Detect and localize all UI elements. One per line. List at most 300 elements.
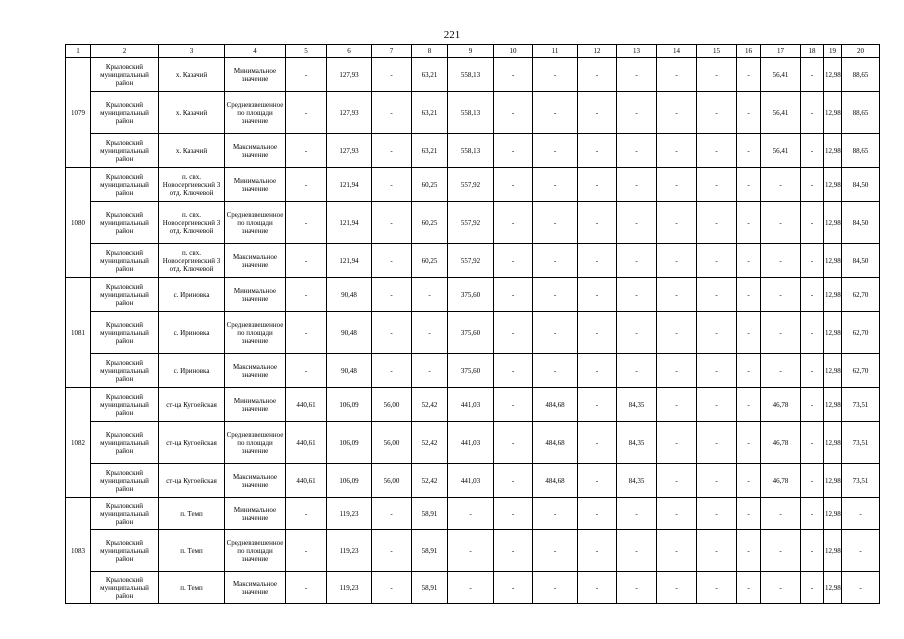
table-cell: -: [697, 388, 737, 422]
table-cell: Крыловский муниципальный район: [91, 422, 159, 464]
table-cell: -: [617, 134, 657, 168]
table-cell: -: [494, 312, 533, 354]
table-cell: Крыловский муниципальный район: [91, 312, 159, 354]
table-cell: 62,70: [842, 312, 880, 354]
table-cell: -: [801, 202, 824, 244]
table-cell: -: [412, 278, 448, 312]
table-cell: 63,21: [412, 92, 448, 134]
table-cell: п. Темп: [159, 572, 225, 604]
table-cell: 484,68: [533, 422, 578, 464]
table-cell: 60,25: [412, 244, 448, 278]
table-cell: -: [533, 278, 578, 312]
table-cell: -: [801, 244, 824, 278]
table-cell: -: [801, 134, 824, 168]
table-cell: -: [657, 168, 697, 202]
table-cell: Крыловский муниципальный район: [91, 530, 159, 572]
column-header: 2: [91, 45, 159, 58]
table-cell: 88,65: [842, 58, 880, 92]
table-cell: -: [533, 202, 578, 244]
table-cell: 127,93: [327, 134, 372, 168]
table-cell: -: [801, 498, 824, 530]
table-cell: -: [494, 354, 533, 388]
table-cell: -: [578, 422, 617, 464]
table-cell: 62,70: [842, 278, 880, 312]
table-row: [66, 354, 880, 388]
column-header: 18: [801, 45, 824, 58]
table-cell: -: [286, 168, 327, 202]
table-cell: 12,98: [824, 354, 842, 388]
table-cell: -: [578, 530, 617, 572]
table-cell: -: [286, 312, 327, 354]
table-cell: -: [697, 312, 737, 354]
column-header: 12: [578, 45, 617, 58]
table-cell: 127,93: [327, 92, 372, 134]
table-cell: 56,41: [761, 134, 801, 168]
table-body: [66, 58, 880, 604]
table-cell: -: [737, 58, 761, 92]
table-cell: 56,41: [761, 92, 801, 134]
table-cell: -: [578, 464, 617, 498]
table-cell: Крыловский муниципальный район: [91, 388, 159, 422]
table-cell: -: [657, 92, 697, 134]
column-header: 5: [286, 45, 327, 58]
table-cell: -: [578, 134, 617, 168]
table-cell: -: [578, 354, 617, 388]
table-row: [66, 134, 880, 168]
table-cell: 119,23: [327, 530, 372, 572]
table-cell: -: [617, 354, 657, 388]
table-cell: 375,60: [448, 312, 494, 354]
table-cell: 84,50: [842, 168, 880, 202]
table-cell: 106,09: [327, 464, 372, 498]
table-cell: -: [286, 354, 327, 388]
table-cell: 558,13: [448, 58, 494, 92]
table-cell: 441,03: [448, 464, 494, 498]
table-cell: Средневзвешенное по площади значение: [225, 92, 286, 134]
table-cell: 52,42: [412, 422, 448, 464]
table-cell: 127,93: [327, 58, 372, 92]
table-header: [66, 45, 880, 58]
table-cell: -: [657, 202, 697, 244]
table-cell: 46,78: [761, 422, 801, 464]
table-cell: -: [578, 388, 617, 422]
table-cell: -: [761, 168, 801, 202]
table-cell: -: [533, 58, 578, 92]
table-cell: х. Казачий: [159, 92, 225, 134]
table-cell: -: [657, 464, 697, 498]
table-cell: 121,94: [327, 202, 372, 244]
table-cell: -: [578, 572, 617, 604]
table-row: [66, 58, 880, 92]
table-cell: 106,09: [327, 422, 372, 464]
table-cell: -: [286, 530, 327, 572]
table-row: [66, 464, 880, 498]
table-cell: 73,51: [842, 422, 880, 464]
table-cell: -: [286, 278, 327, 312]
table-cell: -: [801, 422, 824, 464]
table-cell: -: [372, 58, 412, 92]
table-cell: -: [737, 354, 761, 388]
table-cell: -: [578, 202, 617, 244]
table-cell: 88,65: [842, 134, 880, 168]
table-cell: Крыловский муниципальный район: [91, 498, 159, 530]
column-header: 11: [533, 45, 578, 58]
table-cell: -: [286, 58, 327, 92]
table-cell: -: [494, 134, 533, 168]
table-cell: 441,03: [448, 422, 494, 464]
table-cell: 441,03: [448, 388, 494, 422]
table-cell: -: [737, 530, 761, 572]
table-cell: -: [657, 244, 697, 278]
table-cell: 106,09: [327, 388, 372, 422]
table-cell: -: [494, 278, 533, 312]
table-cell: Минимальное значение: [225, 388, 286, 422]
table-row: [66, 498, 880, 530]
row-group-id: 1079: [66, 58, 91, 168]
table-cell: -: [448, 572, 494, 604]
table-cell: -: [697, 422, 737, 464]
table-cell: -: [494, 498, 533, 530]
table-cell: -: [286, 244, 327, 278]
table-cell: -: [657, 498, 697, 530]
table-cell: -: [697, 168, 737, 202]
table-cell: Максимальное значение: [225, 572, 286, 604]
table-cell: п. свх. Новосергиевский 3 отд. Ключевой: [159, 168, 225, 202]
table-cell: -: [617, 530, 657, 572]
table-cell: -: [372, 202, 412, 244]
table-cell: -: [372, 354, 412, 388]
table-cell: -: [761, 244, 801, 278]
table-cell: -: [842, 572, 880, 604]
table-cell: -: [801, 572, 824, 604]
table-row: [66, 244, 880, 278]
table-row: [66, 530, 880, 572]
table-cell: -: [761, 202, 801, 244]
table-cell: Средневзвешенное по площади значение: [225, 530, 286, 572]
table-cell: -: [657, 530, 697, 572]
table-cell: -: [494, 388, 533, 422]
table-cell: 121,94: [327, 168, 372, 202]
column-header: 3: [159, 45, 225, 58]
table-cell: с. Ириновка: [159, 354, 225, 388]
table-cell: 440,61: [286, 388, 327, 422]
table-cell: 12,98: [824, 422, 842, 464]
table-cell: 12,98: [824, 168, 842, 202]
table-cell: -: [372, 498, 412, 530]
table-cell: -: [286, 572, 327, 604]
table-cell: п. Темп: [159, 498, 225, 530]
table-cell: -: [448, 530, 494, 572]
table-row: [66, 92, 880, 134]
table-cell: -: [533, 572, 578, 604]
table-cell: -: [494, 530, 533, 572]
table-cell: Средневзвешенное по площади значение: [225, 312, 286, 354]
table-cell: -: [737, 278, 761, 312]
table-cell: Минимальное значение: [225, 278, 286, 312]
table-cell: -: [761, 312, 801, 354]
table-cell: ст-ца Кугоейская: [159, 388, 225, 422]
table-cell: -: [697, 202, 737, 244]
table-cell: 484,68: [533, 464, 578, 498]
table-cell: -: [761, 530, 801, 572]
table-cell: -: [494, 464, 533, 498]
table-cell: 119,23: [327, 498, 372, 530]
table-cell: -: [617, 92, 657, 134]
table-cell: 56,00: [372, 464, 412, 498]
table-cell: -: [578, 278, 617, 312]
table-cell: -: [761, 572, 801, 604]
table-row: [66, 422, 880, 464]
table-cell: -: [372, 92, 412, 134]
table-cell: Средневзвешенное по площади значение: [225, 422, 286, 464]
table-cell: п. свх. Новосергиевский 3 отд. Ключевой: [159, 202, 225, 244]
table-cell: -: [372, 168, 412, 202]
table-cell: Крыловский муниципальный район: [91, 572, 159, 604]
table-cell: -: [494, 244, 533, 278]
table-cell: Средневзвешенное по площади значение: [225, 202, 286, 244]
table-cell: 56,00: [372, 422, 412, 464]
table-cell: 440,61: [286, 422, 327, 464]
column-header: 9: [448, 45, 494, 58]
table-cell: -: [697, 92, 737, 134]
table-cell: Крыловский муниципальный район: [91, 92, 159, 134]
table-cell: 63,21: [412, 134, 448, 168]
table-cell: -: [617, 572, 657, 604]
table-cell: Максимальное значение: [225, 464, 286, 498]
table-cell: 88,65: [842, 92, 880, 134]
table-cell: 119,23: [327, 572, 372, 604]
table-cell: -: [617, 278, 657, 312]
table-cell: -: [286, 134, 327, 168]
table-cell: -: [412, 312, 448, 354]
column-header: 17: [761, 45, 801, 58]
table-cell: 557,92: [448, 244, 494, 278]
table-cell: -: [697, 244, 737, 278]
column-header: 19: [824, 45, 842, 58]
column-header: 16: [737, 45, 761, 58]
table-cell: 52,42: [412, 388, 448, 422]
table-cell: Максимальное значение: [225, 134, 286, 168]
table-cell: -: [533, 168, 578, 202]
table-cell: 56,41: [761, 58, 801, 92]
table-cell: -: [286, 498, 327, 530]
table-cell: -: [761, 354, 801, 388]
table-row: [66, 168, 880, 202]
table-cell: Крыловский муниципальный район: [91, 244, 159, 278]
table-cell: -: [657, 354, 697, 388]
table-cell: 58,91: [412, 530, 448, 572]
table-cell: -: [617, 202, 657, 244]
table-cell: -: [801, 354, 824, 388]
table-cell: -: [697, 572, 737, 604]
table-cell: 12,98: [824, 312, 842, 354]
table-cell: -: [737, 202, 761, 244]
table-cell: Крыловский муниципальный район: [91, 202, 159, 244]
table-cell: -: [372, 278, 412, 312]
table-cell: -: [578, 244, 617, 278]
table-cell: 90,48: [327, 278, 372, 312]
table-cell: -: [494, 422, 533, 464]
table-cell: -: [697, 134, 737, 168]
row-group-id: 1082: [66, 388, 91, 498]
table-cell: -: [697, 58, 737, 92]
table-cell: п. свх. Новосергиевский 3 отд. Ключевой: [159, 244, 225, 278]
table-cell: -: [372, 244, 412, 278]
table-cell: 557,92: [448, 202, 494, 244]
table-cell: 90,48: [327, 312, 372, 354]
table-cell: -: [801, 278, 824, 312]
table-cell: 60,25: [412, 168, 448, 202]
table-cell: -: [533, 244, 578, 278]
table-cell: 12,98: [824, 58, 842, 92]
table-cell: -: [801, 58, 824, 92]
table-cell: -: [372, 530, 412, 572]
table-row: [66, 278, 880, 312]
table-cell: 12,98: [824, 388, 842, 422]
table-cell: Крыловский муниципальный район: [91, 354, 159, 388]
page-number: 221: [443, 29, 461, 41]
table-cell: -: [697, 464, 737, 498]
table-cell: Минимальное значение: [225, 498, 286, 530]
table-cell: -: [737, 312, 761, 354]
table-cell: Крыловский муниципальный район: [91, 464, 159, 498]
table-cell: -: [657, 422, 697, 464]
table-row: [66, 202, 880, 244]
table-cell: 12,98: [824, 134, 842, 168]
table-cell: -: [737, 422, 761, 464]
table-cell: 12,98: [824, 572, 842, 604]
column-header: 14: [657, 45, 697, 58]
table-cell: 375,60: [448, 354, 494, 388]
table-cell: п. Темп: [159, 530, 225, 572]
table-cell: 484,68: [533, 388, 578, 422]
column-header: 20: [842, 45, 880, 58]
table-cell: -: [761, 278, 801, 312]
table-row: [66, 388, 880, 422]
table-cell: -: [842, 498, 880, 530]
column-header: 1: [66, 45, 91, 58]
table-cell: -: [801, 168, 824, 202]
table-cell: -: [737, 388, 761, 422]
column-header: 13: [617, 45, 657, 58]
table-cell: х. Казачий: [159, 58, 225, 92]
table-cell: -: [737, 92, 761, 134]
table-cell: 12,98: [824, 464, 842, 498]
row-group-id: 1081: [66, 278, 91, 388]
table-cell: -: [286, 202, 327, 244]
table-cell: -: [533, 530, 578, 572]
table-cell: -: [578, 168, 617, 202]
table-cell: -: [801, 92, 824, 134]
table-cell: -: [697, 354, 737, 388]
table-cell: 12,98: [824, 244, 842, 278]
table-cell: 84,50: [842, 244, 880, 278]
table-cell: 62,70: [842, 354, 880, 388]
table-cell: 84,35: [617, 464, 657, 498]
column-header: 7: [372, 45, 412, 58]
table-cell: Максимальное значение: [225, 244, 286, 278]
table-cell: -: [578, 92, 617, 134]
table-cell: -: [372, 134, 412, 168]
table-cell: -: [737, 168, 761, 202]
table-cell: -: [578, 312, 617, 354]
table-cell: -: [737, 244, 761, 278]
table-cell: -: [617, 58, 657, 92]
table-cell: -: [801, 464, 824, 498]
table-cell: Минимальное значение: [225, 168, 286, 202]
table-cell: 84,50: [842, 202, 880, 244]
table-cell: -: [842, 530, 880, 572]
table-cell: -: [761, 498, 801, 530]
table-cell: -: [697, 530, 737, 572]
table-cell: -: [494, 202, 533, 244]
table-cell: 558,13: [448, 134, 494, 168]
table-cell: -: [617, 168, 657, 202]
table-cell: с. Ириновка: [159, 278, 225, 312]
table-cell: 12,98: [824, 278, 842, 312]
table-cell: Крыловский муниципальный район: [91, 278, 159, 312]
table-cell: 46,78: [761, 464, 801, 498]
table-cell: -: [697, 498, 737, 530]
table-cell: -: [494, 58, 533, 92]
table-cell: Максимальное значение: [225, 354, 286, 388]
table-cell: 58,91: [412, 498, 448, 530]
table-cell: -: [617, 498, 657, 530]
table-cell: -: [801, 388, 824, 422]
table-cell: ст-ца Кугоейская: [159, 422, 225, 464]
table-cell: 56,00: [372, 388, 412, 422]
table-cell: ст-ца Кугоейская: [159, 464, 225, 498]
table-cell: Крыловский муниципальный район: [91, 168, 159, 202]
table-cell: -: [533, 92, 578, 134]
column-header: 6: [327, 45, 372, 58]
table-cell: -: [494, 92, 533, 134]
table-cell: -: [372, 312, 412, 354]
table-cell: 121,94: [327, 244, 372, 278]
table-cell: Крыловский муниципальный район: [91, 134, 159, 168]
column-header: 10: [494, 45, 533, 58]
table-cell: 73,51: [842, 388, 880, 422]
table-cell: -: [533, 134, 578, 168]
table-cell: 440,61: [286, 464, 327, 498]
table-cell: 12,98: [824, 92, 842, 134]
table-cell: -: [657, 58, 697, 92]
table-cell: -: [578, 58, 617, 92]
table-cell: 12,98: [824, 202, 842, 244]
table-cell: 63,21: [412, 58, 448, 92]
table-cell: -: [372, 572, 412, 604]
table-cell: 46,78: [761, 388, 801, 422]
table-cell: 12,98: [824, 530, 842, 572]
table-cell: -: [578, 498, 617, 530]
column-header: 4: [225, 45, 286, 58]
column-header: 8: [412, 45, 448, 58]
table-cell: -: [657, 278, 697, 312]
table-cell: -: [657, 312, 697, 354]
table-cell: -: [533, 312, 578, 354]
table-cell: 84,35: [617, 388, 657, 422]
table-cell: -: [737, 464, 761, 498]
table-cell: х. Казачий: [159, 134, 225, 168]
table-cell: -: [737, 134, 761, 168]
table-cell: -: [412, 354, 448, 388]
table-cell: -: [617, 312, 657, 354]
row-group-id: 1083: [66, 498, 91, 604]
table-cell: -: [286, 92, 327, 134]
table-cell: 375,60: [448, 278, 494, 312]
table-cell: -: [697, 278, 737, 312]
table-cell: -: [657, 388, 697, 422]
